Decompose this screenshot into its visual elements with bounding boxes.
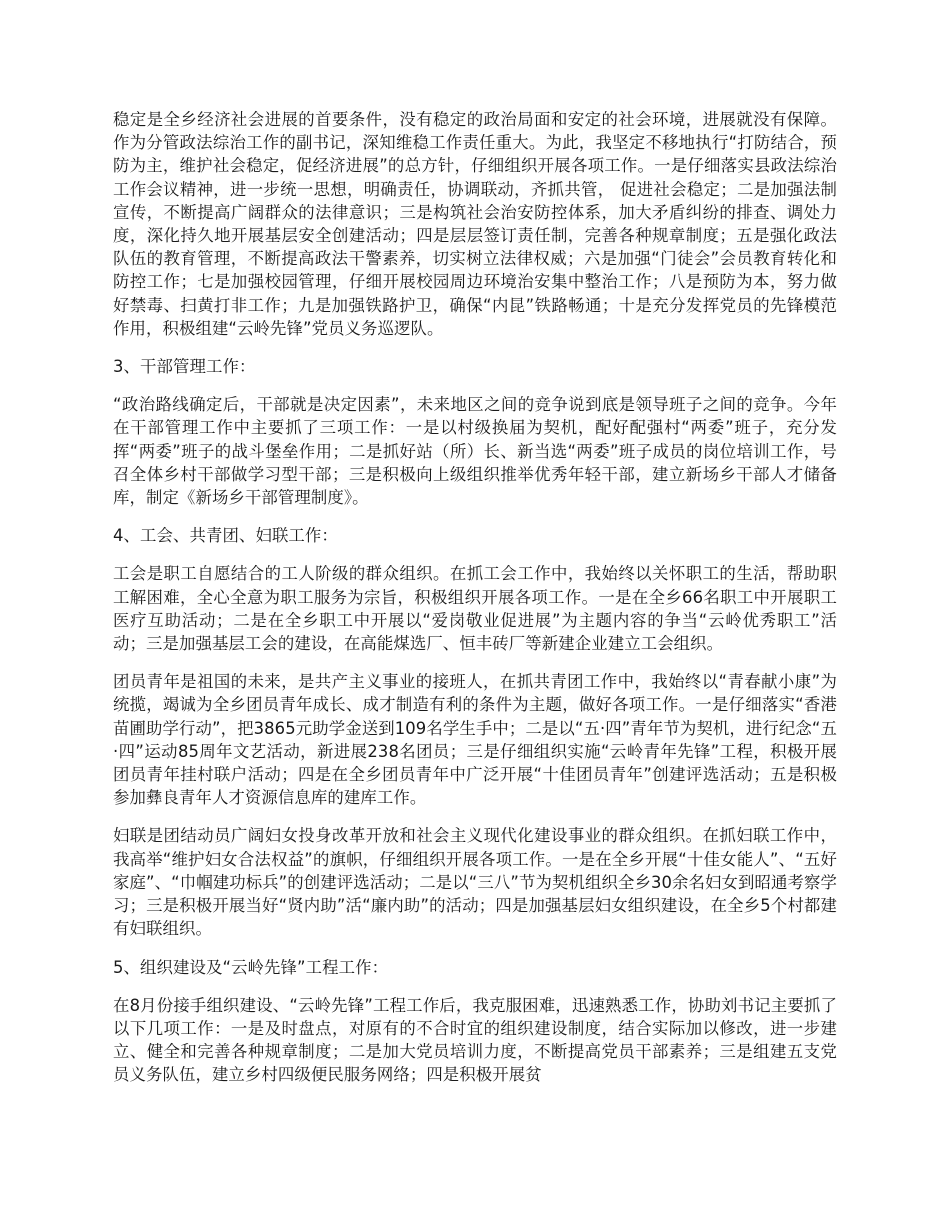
heading-cadre-management: 3、干部管理工作： — [113, 357, 256, 377]
heading-union-youth-women: 4、工会、共青团、妇联工作： — [113, 526, 338, 546]
paragraph-organization-building: 在8月份接手组织建设、“云岭先锋”工程工作后，我克服困难，迅速熟悉工作，协助刘书记主要抓了以下几项工作：一是及时盘点，对原有的不合时宜的组织建设制度，结合实际加以修改，进一步建立、健全和完善各种规章制度；二是加大党员培训力度，不断提高党员干部素养；三是组建五支党员义务队伍，建立乡村四级便民服务网络；四是积极开展贫 — [113, 995, 837, 1085]
paragraph-youth-league: 团员青年是祖国的未来，是共产主义事业的接班人，在抓共青团工作中，我始终以“青春献小康”为统揽，竭诚为全乡团员青年成长、成才制造有利的条件为主题，做好各项工作。一是仔细落实“香港苗圃助学行动”，把3865元助学金送到109名学生手中；二是以“五·四”青年节为契机，进行纪念“五·四”运动85周年文艺活动，新进展238名团员；三是仔细组织实施“云岭青年先锋”工程，积极开展团员青年挂村联户活动；四是在全乡团员青年中广泛开展“十佳团员青年”创建评选活动；五是积极参加彝良青年人才资源信息库的建库工作。 — [113, 672, 837, 808]
paragraph-stability: 稳定是全乡经济社会进展的首要条件，没有稳定的政治局面和安定的社会环境，进展就没有保障。作为分管政法综治工作的副书记，深知维稳工作责任重大。为此，我坚定不移地执行“打防结合，预防为主，维护社会稳定，促经济进展”的总方针，仔细组织开展各项工作。一是仔细落实县政法综治工作会议精神，进一步统一思想，明确责任，协调联动，齐抓共管， 促进社会稳定；二是加强法制宣传，不断提高广阔群众的法律意识；三是构筑社会治安防控体系，加大矛盾纠纷的排查、调处力度，深化持久地开展基层安全创建活动；四是层层签订责任制，完善各种规章制度；五是强化政法队伍的教育管理，不断提高政法干警素养，切实树立法律权威；六是加强“门徒会”会员教育转化和防控工作；七是加强校园管理，仔细开展校园周边环境治安集中整治工作；八是预防为本，努力做好禁毒、扫黄打非工作；九是加强铁路护卫，确保“内昆”铁路畅通；十是充分发挥党员的先锋模范作用，积极组建“云岭先锋”党员义务巡逻队。 — [113, 110, 837, 338]
paragraph-womens-federation: 妇联是团结动员广阔妇女投身改革开放和社会主义现代化建设事业的群众组织。在抓妇联工作中，我高举“维护妇女合法权益”的旗帜，仔细组织开展各项工作。一是在全乡开展“十佳女能人”、“五好家庭”、“巾帼建功标兵”的创建评选活动；二是以“三八”节为契机组织全乡30余名妇女到昭通考察学习；三是积极开展当好“贤内助”活“廉内助”的活动；四是加强基层妇女组织建设，在全乡5个村都建有妇联组织。 — [113, 826, 837, 939]
paragraph-cadre-management: “政治路线确定后，干部就是决定因素”，未来地区之间的竞争说到底是领导班子之间的竞争。今年在干部管理工作中主要抓了三项工作：一是以村级换届为契机，配好配强村“两委”班子，充分发挥“两委”班子的战斗堡垒作用；二是抓好站（所）长、新当选“两委”班子成员的岗位培训工作，号召全体乡村干部做学习型干部；三是积极向上级组织推举优秀年轻干部，建立新场乡干部人才储备库，制定《新场乡干部管理制度》。 — [113, 395, 837, 508]
document-page — [113, 108, 837, 1102]
heading-organization-building: 5、组织建设及“云岭先锋”工程工作： — [113, 957, 389, 977]
paragraph-union: 工会是职工自愿结合的工人阶级的群众组织。在抓工会工作中，我始终以关怀职工的生活，帮助职工解困难，全心全意为职工服务为宗旨，积极组织开展各项工作。一是在全乡66名职工中开展职工医疗互助活动；二是在全乡职工中开展以“爱岗敬业促进展”为主题内容的争当“云岭优秀职工”活动；三是加强基层工会的建设，在高能煤选厂、恒丰砖厂等新建企业建立工会组织。 — [113, 564, 837, 654]
